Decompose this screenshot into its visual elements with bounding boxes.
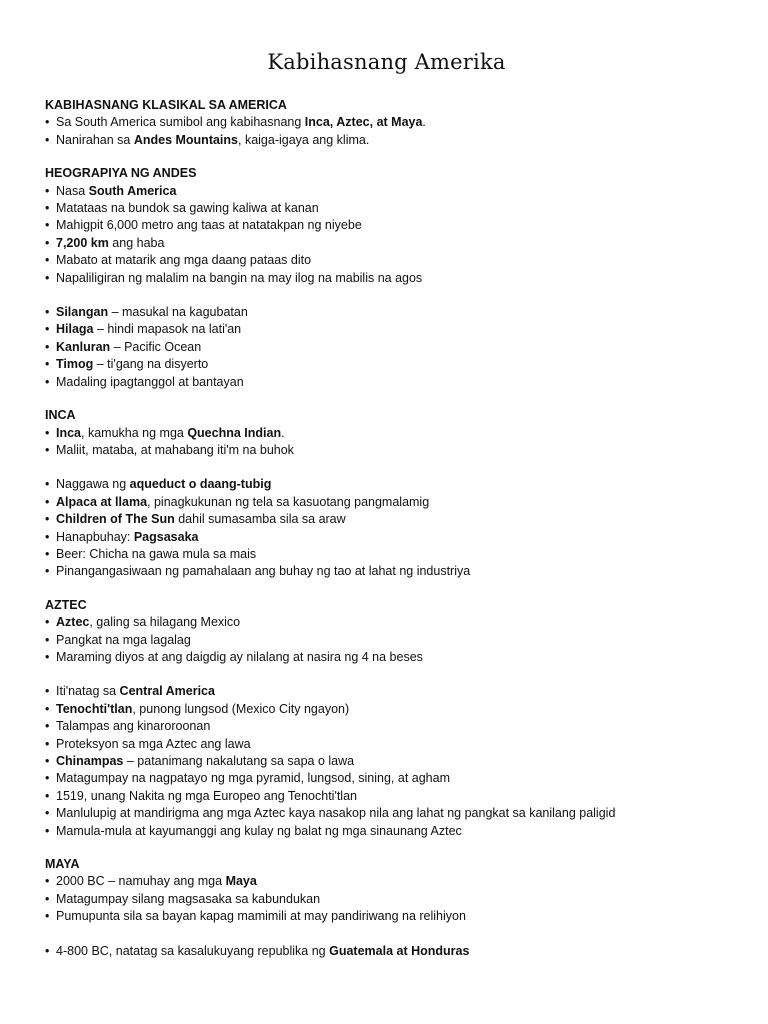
list-item [45, 753, 728, 770]
bullet-marker: • [45, 357, 50, 372]
list-item [45, 908, 728, 925]
bullet-marker: • [45, 823, 50, 838]
item-text: Sa South America sumibol ang kabihasnang [56, 115, 305, 130]
item-text: Pinangangasiwaan ng pamahalaan ang buhay ng tao at lahat ng industriya [56, 564, 471, 579]
list-item [45, 649, 728, 666]
item-text: Naggawa ng [56, 477, 130, 492]
bullet-marker: • [45, 374, 50, 389]
bullet-marker: • [45, 736, 50, 751]
bullet-list [45, 183, 728, 287]
emphasis-text: Tenochti'tlan [56, 701, 133, 716]
item-text: – patanimang nakalutang sa sapa o lawa [123, 754, 355, 768]
item-text: . [422, 115, 426, 130]
bullet-marker: • [45, 788, 50, 803]
bullet-marker: • [45, 305, 50, 320]
emphasis-text: Andes Mountains [133, 132, 238, 147]
list-item [45, 442, 728, 459]
item-text: , pinagkukunan ng tela sa kasuotang pangmalamig [147, 494, 430, 509]
section-heading: KABIHASNANG KLASIKAL SA AMERICA [45, 98, 287, 112]
item-text: Matagumpay silang magsasaka sa kabundukan [56, 891, 321, 906]
emphasis-text: Chinampas [56, 754, 124, 768]
bullet-marker: • [45, 701, 50, 716]
section-inca [45, 407, 728, 581]
section-kabihasnang-klasikal-sa-america [45, 97, 728, 149]
section-heograpiya-ng-andes [45, 165, 728, 391]
bullet-marker: • [45, 632, 50, 647]
list-item [45, 304, 728, 321]
item-text: – ti'gang na disyerto [93, 357, 209, 372]
item-text: dahil sumasamba sila sa araw [174, 512, 346, 527]
document-body [45, 97, 728, 960]
bullet-list [45, 425, 728, 460]
list-item [45, 563, 728, 580]
list-item [45, 736, 728, 753]
list-item [45, 252, 728, 269]
emphasis-text: Children of The Sun [56, 512, 175, 527]
document-title: Kabihasnang Amerika [267, 50, 506, 74]
emphasis-text: Timog [56, 357, 94, 372]
item-text: Talampas ang kinaroroonan [56, 719, 211, 734]
list-item [45, 683, 728, 700]
bullet-marker: • [45, 322, 50, 337]
item-text: – hindi mapasok na lati'an [93, 322, 242, 337]
item-text: , punong lungsod (Mexico City ngayon) [132, 701, 350, 716]
item-text: Iti'natag sa [56, 684, 120, 699]
item-text: Mabato at matarik ang mga daang pataas dito [56, 253, 312, 268]
bullet-marker: • [45, 270, 50, 285]
list-item [45, 770, 728, 787]
section-heading: MAYA [45, 857, 80, 872]
emphasis-text: Pagsasaka [133, 529, 199, 544]
bullet-marker: • [45, 754, 50, 768]
section-heading: INCA [45, 408, 76, 423]
item-text: , galing sa hilagang Mexico [89, 615, 241, 630]
bullet-marker: • [45, 235, 50, 250]
bullet-marker: • [45, 512, 50, 527]
section-maya [45, 856, 728, 960]
emphasis-text: 7,200 km [56, 235, 109, 250]
bullet-list [45, 476, 728, 580]
list-item [45, 614, 728, 631]
bullet-list [45, 873, 728, 925]
item-text: Nanirahan sa [56, 132, 134, 147]
bullet-list [45, 304, 728, 391]
item-text: 4-800 BC, natatag sa kasalukuyang republika ng [56, 943, 330, 958]
emphasis-text: Inca [56, 425, 82, 440]
emphasis-text: Central America [119, 684, 215, 699]
list-item [45, 235, 728, 252]
bullet-marker: • [45, 132, 50, 147]
bullet-marker: • [45, 943, 50, 958]
bullet-marker: • [45, 615, 50, 630]
bullet-list [45, 683, 728, 840]
bullet-marker: • [45, 771, 50, 786]
list-item [45, 217, 728, 234]
bullet-marker: • [45, 253, 50, 268]
bullet-marker: • [45, 425, 50, 440]
list-item [45, 718, 728, 735]
bullet-list [45, 614, 728, 666]
item-text: – masukal na kagubatan [108, 305, 248, 320]
bullet-marker: • [45, 339, 50, 354]
bullet-marker: • [45, 115, 50, 130]
list-item [45, 339, 728, 356]
list-item [45, 511, 728, 528]
section-heading: AZTEC [45, 597, 87, 612]
bullet-marker: • [45, 494, 50, 509]
list-item [45, 546, 728, 563]
item-text: , kamukha ng mga [81, 425, 188, 440]
item-text: Beer: Chicha na gawa mula sa mais [56, 546, 257, 561]
item-text: Hanapbuhay: [56, 529, 134, 544]
item-text: Nasa [56, 183, 89, 198]
item-text: Mahigpit 6,000 metro ang taas at natatakpan ng niyebe [56, 218, 362, 233]
item-text: , kaiga-igaya ang klima. [238, 132, 370, 147]
item-text: Pangkat na mga lagalag [56, 632, 191, 647]
bullet-marker: • [45, 546, 50, 561]
item-text: ang haba [108, 235, 165, 250]
bullet-marker: • [45, 909, 50, 924]
list-item [45, 183, 728, 200]
section-heading: HEOGRAPIYA NG ANDES [45, 166, 197, 181]
bullet-marker: • [45, 806, 50, 821]
list-item [45, 476, 728, 493]
bullet-marker: • [45, 201, 50, 216]
list-item [45, 356, 728, 373]
list-item [45, 494, 728, 511]
list-item [45, 529, 728, 546]
item-text: Manlulupig at mandirigma ang mga Aztec kaya nasakop nila ang lahat ng pangkat sa kanilang paligid [56, 806, 616, 821]
bullet-list [45, 114, 728, 149]
item-text: Matataas na bundok sa gawing kaliwa at kanan [56, 201, 319, 216]
item-text: Maliit, mataba, at mahabang iti'm na buhok [56, 442, 294, 457]
bullet-marker: • [45, 891, 50, 906]
item-text: Napaliligiran ng malalim na bangin na may ilog na mabilis na agos [56, 270, 423, 285]
list-item [45, 788, 728, 805]
item-text: Matagumpay na nagpatayo ng mga pyramid, lungsod, sining, at agham [56, 771, 450, 786]
list-item [45, 270, 728, 287]
list-item [45, 425, 728, 442]
list-item [45, 873, 728, 890]
emphasis-text: Aztec [56, 615, 90, 630]
emphasis-text: Quechna Indian [187, 425, 282, 440]
list-item [45, 374, 728, 391]
bullet-marker: • [45, 874, 50, 889]
emphasis-text: Maya [225, 874, 257, 889]
item-text: 1519, unang Nakita ng mga Europeo ang Tenochti'tlan [56, 788, 357, 803]
bullet-marker: • [45, 218, 50, 233]
emphasis-text: aqueduct o daang-tubig [129, 477, 272, 492]
bullet-marker: • [45, 649, 50, 664]
emphasis-text: Guatemala at Honduras [329, 943, 470, 958]
section-aztec [45, 597, 728, 840]
list-item [45, 321, 728, 338]
item-text: . [281, 425, 285, 440]
list-item [45, 891, 728, 908]
item-text: 2000 BC – namuhay ang mga [56, 874, 226, 889]
list-item [45, 114, 728, 131]
list-item [45, 200, 728, 217]
list-item [45, 805, 728, 822]
bullet-list [45, 943, 728, 960]
bullet-marker: • [45, 684, 50, 699]
list-item [45, 823, 728, 840]
emphasis-text: Silangan [56, 305, 109, 320]
emphasis-text: Kanluran [56, 339, 111, 354]
bullet-marker: • [45, 564, 50, 579]
emphasis-text: Hilaga [56, 322, 94, 337]
bullet-marker: • [45, 442, 50, 457]
item-text: Proteksyon sa mga Aztec ang lawa [56, 736, 251, 751]
item-text: Maraming diyos at ang daigdig ay nilalang at nasira ng 4 na beses [56, 649, 423, 664]
emphasis-text: South America [88, 183, 177, 198]
bullet-marker: • [45, 477, 50, 492]
list-item [45, 132, 728, 149]
item-text: Mamula-mula at kayumanggi ang kulay ng balat ng mga sinaunang Aztec [56, 823, 462, 838]
bullet-marker: • [45, 529, 50, 544]
item-text: Madaling ipagtanggol at bantayan [56, 374, 244, 389]
bullet-marker: • [45, 183, 50, 198]
bullet-marker: • [45, 719, 50, 734]
item-text: Pumupunta sila sa bayan kapag mamimili at may pandiriwang na relihiyon [56, 909, 466, 924]
list-item [45, 632, 728, 649]
emphasis-text: Alpaca at llama [56, 494, 148, 509]
list-item [45, 701, 728, 718]
emphasis-text: Inca, Aztec, at Maya [304, 115, 423, 130]
list-item [45, 943, 728, 960]
item-text: – Pacific Ocean [110, 339, 202, 354]
